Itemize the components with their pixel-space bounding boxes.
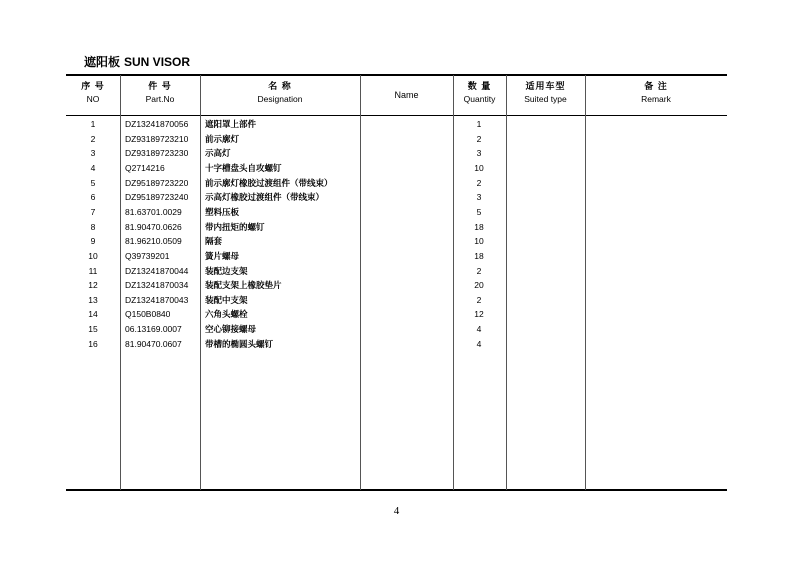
header-remark: 备 注 Remark	[641, 81, 671, 104]
row-designation: 十字槽盘头自攻螺钉	[205, 163, 282, 173]
page-title	[84, 53, 190, 70]
row-part-no: DZ13241870043	[125, 295, 189, 305]
row-no: 12	[88, 280, 98, 290]
row-part-no: 81.90470.0607	[125, 339, 182, 349]
title-en: SUN VISOR	[124, 55, 191, 69]
row-designation: 空心铆接螺母	[205, 324, 257, 334]
row-no: 8	[90, 222, 96, 232]
col-divider	[120, 75, 121, 490]
header-suited-type: 适用车型 Suited type	[524, 81, 567, 104]
col-divider	[585, 75, 586, 490]
row-designation: 簧片螺母	[205, 251, 240, 261]
row-designation: 装配边支架	[205, 266, 248, 276]
header-designation: 名 称 Designation	[257, 81, 303, 104]
page-number: 4	[393, 505, 400, 517]
col-divider	[200, 75, 201, 490]
table-top-rule	[66, 74, 727, 76]
row-designation: 装配支架上橡胶垫片	[205, 280, 282, 290]
title-cn: 遮阳板	[84, 55, 121, 69]
row-quantity: 3	[476, 192, 482, 202]
row-no: 15	[88, 324, 98, 334]
row-quantity: 3	[476, 148, 482, 158]
row-no: 10	[88, 251, 98, 261]
row-part-no: Q2714216	[125, 163, 165, 173]
row-designation: 带内扭矩的螺钉	[205, 222, 265, 232]
row-no: 11	[88, 266, 98, 276]
row-no: 14	[88, 309, 98, 319]
table-bottom-rule	[66, 489, 727, 491]
row-quantity: 2	[476, 295, 482, 305]
row-no: 3	[90, 148, 96, 158]
header-part-no: 件 号 Part.No	[145, 81, 175, 104]
row-quantity: 4	[476, 324, 482, 334]
row-part-no: DZ13241870044	[125, 266, 189, 276]
row-designation: 带槽的椭圆头螺钉	[205, 339, 274, 349]
row-part-no: 81.96210.0509	[125, 236, 182, 246]
row-quantity: 12	[474, 309, 484, 319]
row-no: 6	[90, 192, 96, 202]
row-no: 2	[90, 134, 96, 144]
row-designation: 装配中支架	[205, 295, 248, 305]
row-quantity: 10	[474, 163, 484, 173]
row-designation: 隔套	[205, 236, 223, 246]
row-no: 5	[90, 178, 96, 188]
row-part-no: DZ13241870034	[125, 280, 189, 290]
row-designation: 前示廓灯橡胶过渡组件（带线束）	[205, 178, 333, 188]
row-designation: 塑料压板	[205, 207, 240, 217]
row-quantity: 20	[474, 280, 484, 290]
header-name: Name	[394, 90, 419, 100]
row-quantity: 18	[474, 222, 484, 232]
row-no: 1	[90, 119, 96, 129]
row-part-no: DZ93189723210	[125, 134, 189, 144]
col-divider	[506, 75, 507, 490]
row-quantity: 18	[474, 251, 484, 261]
row-part-no: Q39739201	[125, 251, 170, 261]
row-quantity: 2	[476, 178, 482, 188]
row-part-no: 81.90470.0626	[125, 222, 182, 232]
row-quantity: 2	[476, 266, 482, 276]
row-designation: 六角头螺栓	[205, 309, 248, 319]
row-part-no: 06.13169.0007	[125, 324, 182, 334]
row-part-no: DZ93189723230	[125, 148, 189, 158]
row-no: 9	[90, 236, 96, 246]
row-designation: 前示廓灯	[205, 134, 240, 144]
row-designation: 示高灯橡胶过渡组件（带线束）	[205, 192, 325, 202]
row-part-no: DZ95189723220	[125, 178, 189, 188]
row-quantity: 10	[474, 236, 484, 246]
row-quantity: 5	[476, 207, 482, 217]
row-quantity: 2	[476, 134, 482, 144]
row-no: 4	[90, 163, 96, 173]
row-part-no: 81.63701.0029	[125, 207, 182, 217]
header-no: 序 号 NO	[81, 81, 105, 104]
col-divider	[360, 75, 361, 490]
header-quantity: 数 量 Quantity	[463, 81, 496, 104]
row-no: 16	[88, 339, 98, 349]
row-designation: 遮阳罩上部件	[205, 119, 257, 129]
row-quantity: 4	[476, 339, 482, 349]
row-part-no: DZ13241870056	[125, 119, 189, 129]
row-quantity: 1	[476, 119, 482, 129]
row-part-no: DZ95189723240	[125, 192, 189, 202]
row-part-no: Q150B0840	[125, 309, 171, 319]
row-no: 13	[88, 295, 98, 305]
header-rule	[66, 115, 727, 116]
row-designation: 示高灯	[205, 148, 231, 158]
row-no: 7	[90, 207, 96, 217]
